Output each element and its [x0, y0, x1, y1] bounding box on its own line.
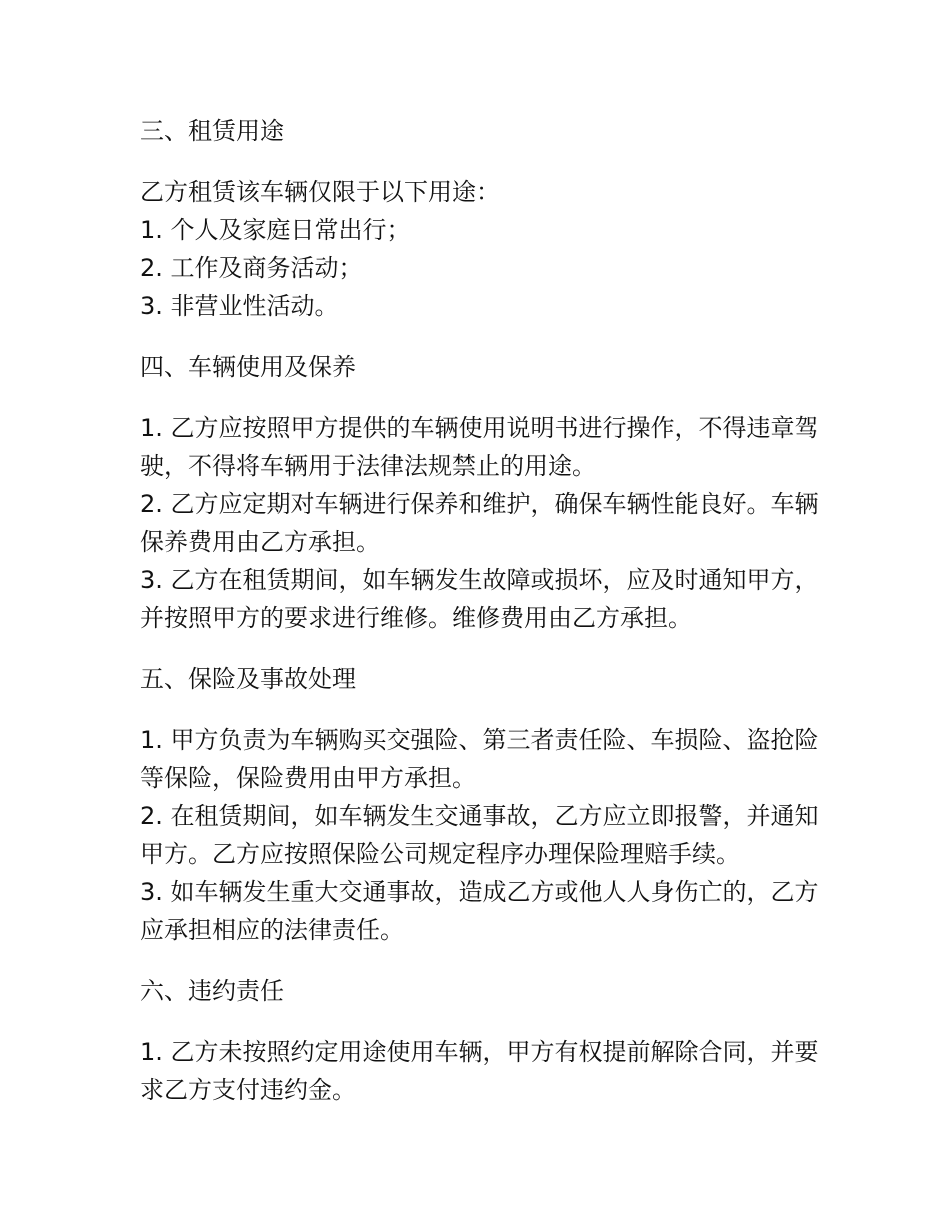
- list-item: 1. 个人及家庭日常出行；: [140, 216, 411, 244]
- section-vehicle-use-maintenance: [140, 348, 820, 637]
- paragraph: 乙方租赁该车辆仅限于以下用途：: [140, 178, 500, 206]
- section-heading: 四、车辆使用及保养: [140, 353, 356, 381]
- section-insurance-accidents: [140, 660, 820, 949]
- section-breach-liability: [140, 972, 820, 1109]
- list-item: 3. 非营业性活动。: [140, 292, 339, 320]
- list-item: 2. 在租赁期间，如车辆发生交通事故，乙方应立即报警，并通知甲方。乙方应按照保险公司规定程序办理保险理赔手续。: [140, 802, 819, 868]
- section-heading: 三、租赁用途: [140, 117, 284, 145]
- list-item: 1. 乙方应按照甲方提供的车辆使用说明书进行操作，不得违章驾驶，不得将车辆用于法律法规禁止的用途。: [140, 414, 819, 480]
- list-item: 2. 乙方应定期对车辆进行保养和维护，确保车辆性能良好。车辆保养费用由乙方承担。: [140, 490, 819, 556]
- list-item: 3. 如车辆发生重大交通事故，造成乙方或他人人身伤亡的，乙方应承担相应的法律责任。: [140, 878, 819, 944]
- list-item: 1. 甲方负责为车辆购买交强险、第三者责任险、车损险、盗抢险等保险，保险费用由甲方承担。: [140, 726, 819, 792]
- document-page: [140, 112, 820, 1132]
- list-item: 3. 乙方在租赁期间，如车辆发生故障或损坏，应及时通知甲方，并按照甲方的要求进行维修。维修费用由乙方承担。: [140, 566, 819, 632]
- list-item: 2. 工作及商务活动；: [140, 254, 363, 282]
- section-rental-purpose: [140, 112, 820, 325]
- section-heading: 五、保险及事故处理: [140, 665, 356, 693]
- section-heading: 六、违约责任: [140, 977, 284, 1005]
- list-item: 1. 乙方未按照约定用途使用车辆，甲方有权提前解除合同，并要求乙方支付违约金。: [140, 1038, 819, 1104]
